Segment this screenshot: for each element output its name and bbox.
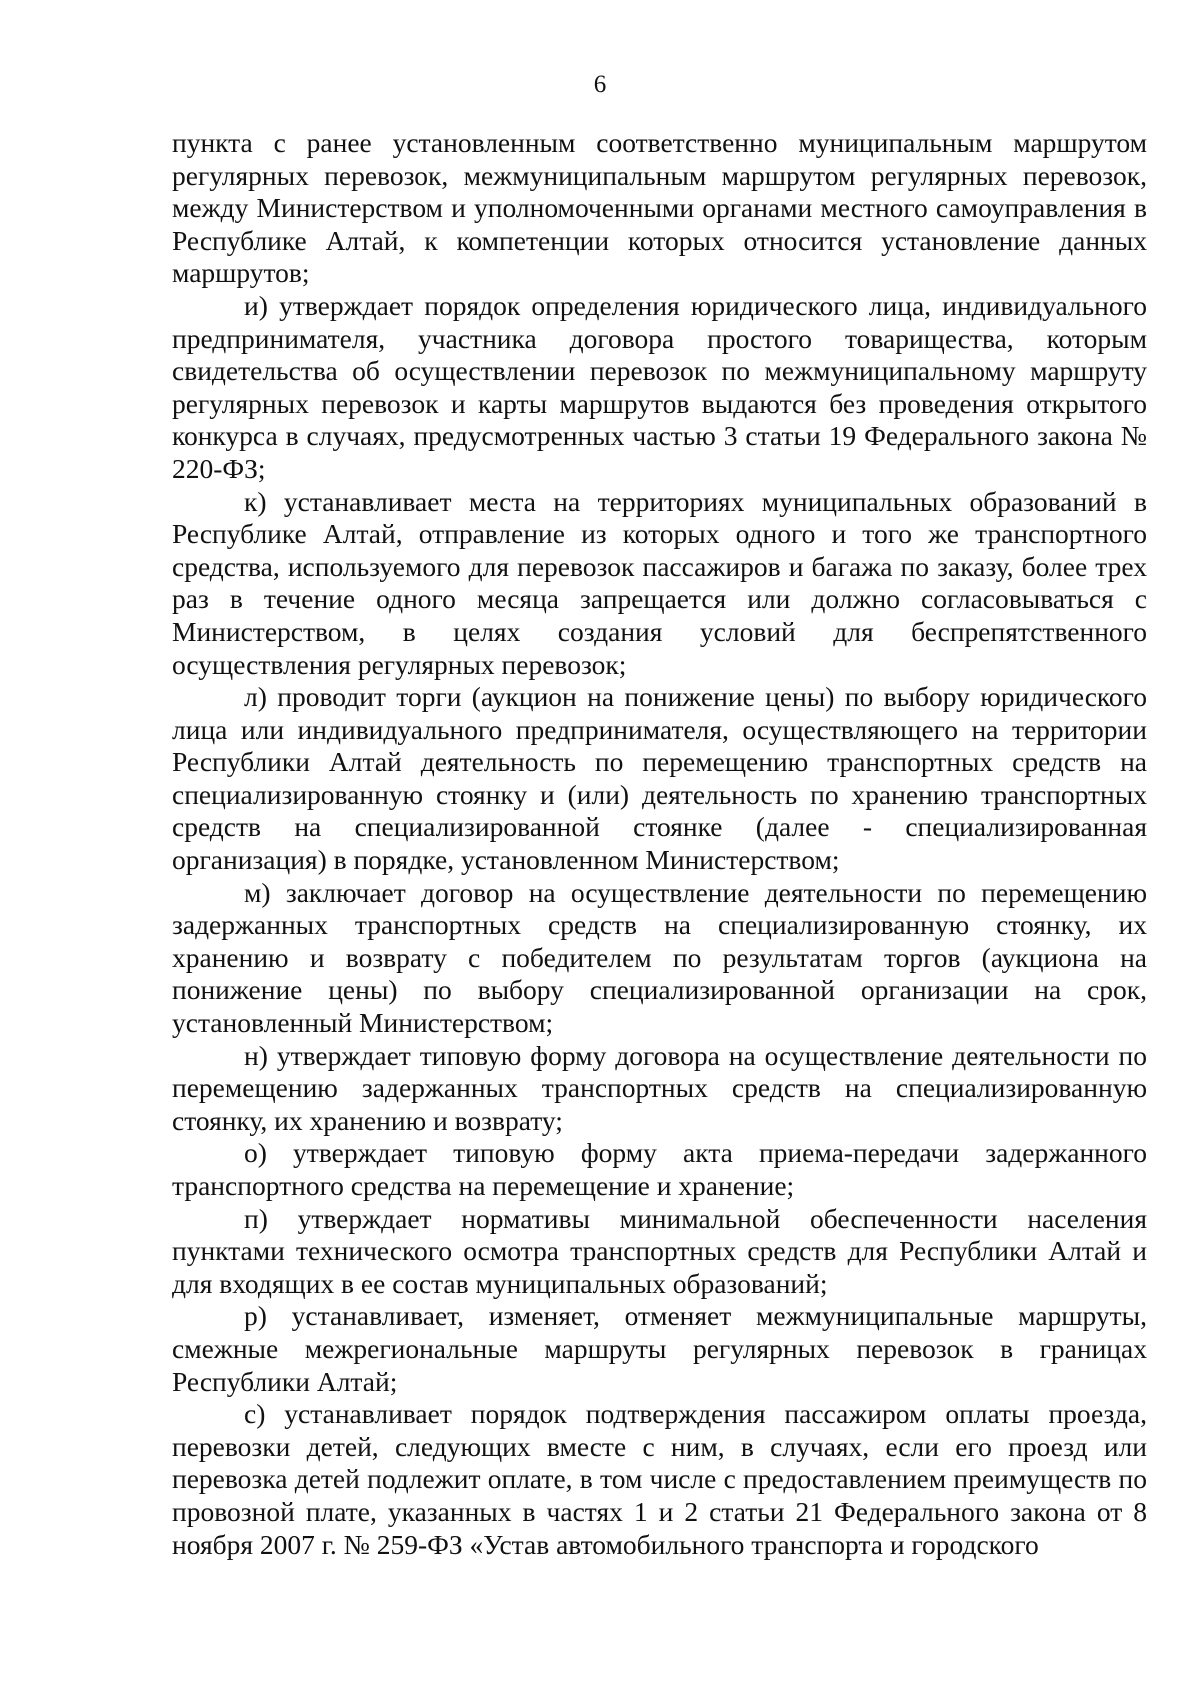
paragraph-item-m: м) заключает договор на осуществление деятельности по перемещению задержанных транспортных средств на специализированную стоянку, их хранению и возврату с победителем по результатам торгов (аукциона на понижение цены) по выбору специализированной организации на срок, установленный Министерством; bbox=[172, 876, 1147, 1039]
paragraph-item-n: н) утверждает типовую форму договора на осуществление деятельности по перемещению задержанных транспортных средств на специализированную стоянку, их хранению и возврату; bbox=[172, 1039, 1147, 1136]
document-body bbox=[172, 127, 1147, 1561]
paragraph-continuation: пункта с ранее установленным соответственно муниципальным маршрутом регулярных перевозок, межмуниципальным маршрутом регулярных перевозок, между Министерством и уполномоченными органами местного самоуправления в Республике Алтай, к компетенции которых относится установление данных маршрутов; bbox=[172, 127, 1147, 289]
paragraph-item-k: к) устанавливает места на территориях муниципальных образований в Республике Алтай, отправление из которых одного и того же транспортного средства, используемого для перевозок пассажиров и багажа по заказу, более трех раз в течение одного месяца запрещается или должно согласовываться с Министерством, в целях создания условий для беспрепятственного осуществления регулярных перевозок; bbox=[172, 485, 1147, 680]
paragraph-item-i: и) утверждает порядок определения юридического лица, индивидуального предпринимателя, участника договора простого товарищества, которым свидетельства об осуществлении перевозок по межмуниципальному маршруту регулярных перевозок и карты маршрутов выдаются без проведения открытого конкурса в случаях, предусмотренных частью 3 статьи 19 Федерального закона № 220-ФЗ; bbox=[172, 289, 1147, 484]
paragraph-item-o: о) утверждает типовую форму акта приема-передачи задержанного транспортного средства на перемещение и хранение; bbox=[172, 1137, 1147, 1201]
page-number: 6 bbox=[593, 71, 607, 98]
paragraph-item-r: р) устанавливает, изменяет, отменяет межмуниципальные маршруты, смежные межрегиональные маршруты регулярных перевозок в границах Республики Алтай; bbox=[172, 1300, 1147, 1397]
paragraph-item-l: л) проводит торги (аукцион на понижение цены) по выбору юридического лица или индивидуального предпринимателя, осуществляющего на территории Республики Алтай деятельность по перемещению транспортных средств на специализированную стоянку и (или) деятельность по хранению транспортных средств на специализированной стоянке (далее - специализированная организация) в порядке, установленном Министерством; bbox=[172, 681, 1147, 876]
paragraph-item-p: п) утверждает нормативы минимальной обеспеченности населения пунктами технического осмотра транспортных средств для Республики Алтай и для входящих в ее состав муниципальных образований; bbox=[172, 1202, 1147, 1299]
paragraph-item-s: с) устанавливает порядок подтверждения пассажиром оплаты проезда, перевозки детей, следующих вместе с ним, в случаях, если его проезд или перевозка детей подлежит оплате, в том числе с предоставлением преимуществ по провозной плате, указанных в частях 1 и 2 статьи 21 Федерального закона от 8 ноября 2007 г. № 259-ФЗ «Устав автомобильного транспорта и городского bbox=[172, 1398, 1147, 1560]
